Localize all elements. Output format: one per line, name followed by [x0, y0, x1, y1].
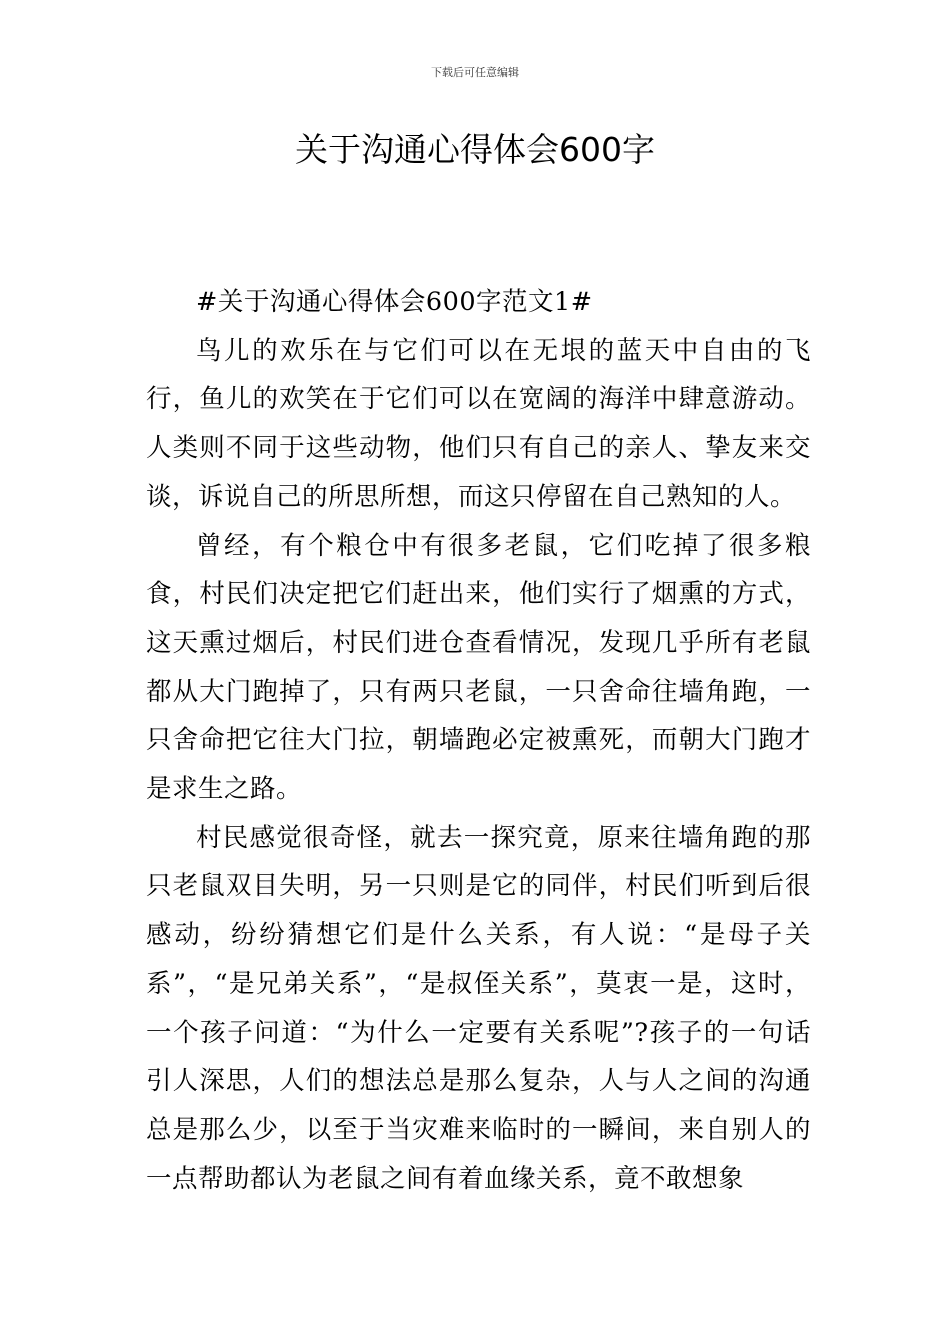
paragraph-1: 鸟儿的欢乐在与它们可以在无垠的蓝天中自由的飞行，鱼儿的欢笑在于它们可以在宽阔的海洋中肆意游动。人类则不同于这些动物，他们只有自己的亲人、挚友来交谈，诉说自己的所思所想，而这只停留在自己熟知的人。	[146, 335, 811, 512]
document-body	[146, 278, 811, 1203]
paragraph-3: 村民感觉很奇怪，就去一探究竟，原来往墙角跑的那只老鼠双目失明，另一只则是它的同伴，村民们听到后很感动，纷纷猜想它们是什么关系，有人说：“是母子关系”，“是兄弟关系”，“是叔侄关系”，莫衷一是，这时，一个孩子问道：“为什么一定要有关系呢”?孩子的一句话引人深思，人们的想法总是那么复杂，人与人之间的沟通总是那么少，以至于当灾难来临时的一瞬间，来自别人的一点帮助都认为老鼠之间有着血缘关系，竟不敢想象	[146, 822, 811, 1194]
paragraph-2: 曾经，有个粮仓中有很多老鼠，它们吃掉了很多粮食，村民们决定把它们赶出来，他们实行了烟熏的方式，这天熏过烟后，村民们进仓查看情况，发现几乎所有老鼠都从大门跑掉了，只有两只老鼠，一只舍命往墙角跑，一只舍命把它往大门拉，朝墙跑必定被熏死，而朝大门跑才是求生之路。	[146, 530, 811, 805]
section-subheading: #关于沟通心得体会600字范文1#	[196, 287, 593, 317]
page-header-note: 下载后可任意编辑	[431, 66, 519, 79]
document-title: 关于沟通心得体会600字	[295, 130, 655, 169]
